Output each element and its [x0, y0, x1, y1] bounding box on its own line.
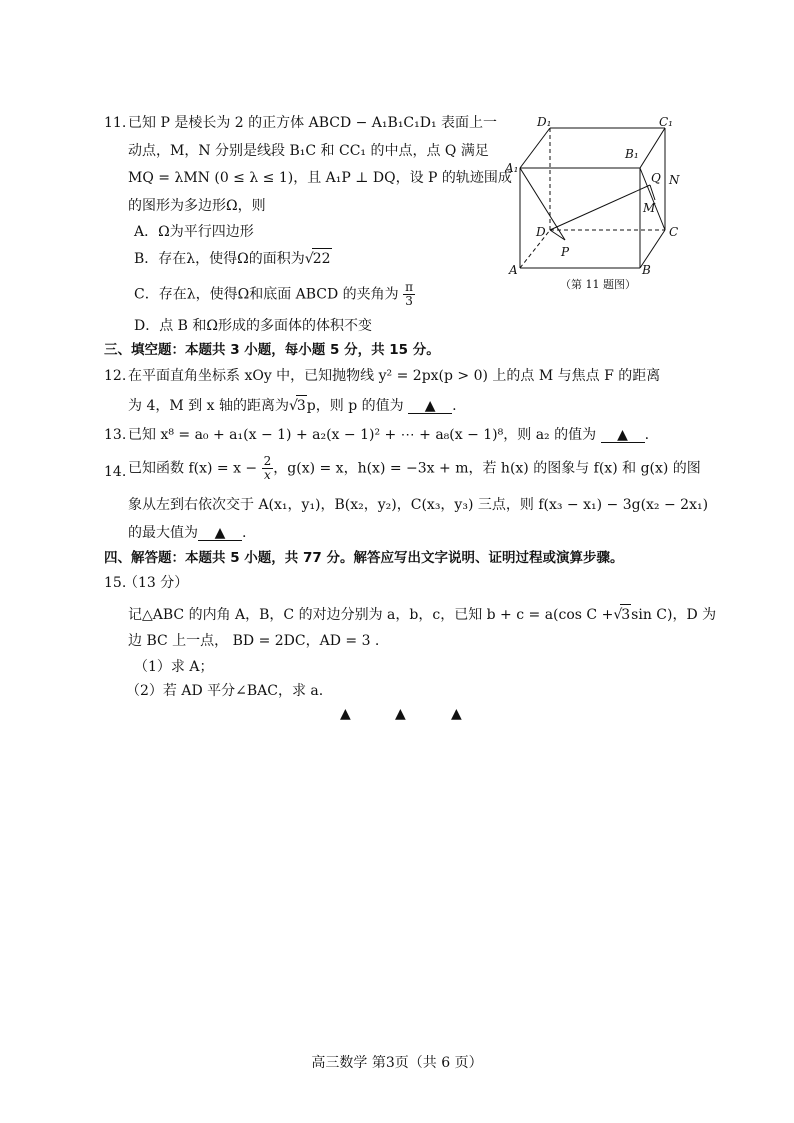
fraction-denominator: x	[264, 468, 271, 482]
q14-line2: 象从左到右依次交于 A(x₁，y₁)，B(x₂，y₂)，C(x₃，y₃) 三点，则 f(x₃ − x₁) − 3g(x₂ − 2x₁)	[128, 497, 709, 513]
label-m: M	[643, 201, 656, 215]
q14-line3-text: 的最大值为	[128, 525, 198, 541]
q14-line3	[128, 523, 246, 543]
q11-line4: 的图形为多边形Ω，则	[128, 198, 266, 214]
q15-part1: （1）求 A；	[134, 659, 214, 675]
q14-line1	[128, 455, 701, 482]
q15-line1-post: sin C)，D 为	[631, 607, 717, 623]
sqrt-sign: √	[304, 251, 314, 267]
label-b: B	[642, 263, 651, 277]
q13-answer-blank: ▲	[601, 428, 645, 443]
q12-number: 12.	[104, 368, 127, 384]
label-d1: D₁	[537, 115, 552, 129]
q12-radicand: 3	[296, 395, 307, 416]
q14-line1-pre: 已知函数 f(x) = x −	[128, 460, 258, 477]
q13-text: 已知 x⁸ = a₀ + a₁(x − 1) + a₂(x − 1)² + ⋯ + a₈(x − 1)⁸，则 a₂ 的值为	[128, 427, 597, 443]
two-over-x-fraction	[262, 455, 274, 482]
q14-answer-blank: ▲	[198, 526, 242, 541]
end-triangle-1: ▲	[340, 706, 351, 722]
q15-score: （13 分）	[124, 575, 189, 591]
q12-line1: 在平面直角坐标系 xOy 中，已知抛物线 y² = 2px(p > 0) 上的点 M 与焦点 F 的距离	[128, 368, 661, 384]
q12-period: .	[452, 398, 457, 414]
q13-number: 13.	[104, 427, 127, 443]
q12-line2-text: 为 4，M 到 x 轴的距离为	[128, 398, 289, 414]
q13-period: .	[644, 427, 650, 443]
fraction-numerator: 2	[263, 454, 272, 468]
sqrt-sign: √	[613, 607, 623, 623]
q12-answer-blank: ▲	[408, 399, 452, 414]
q15-radicand: 3	[620, 604, 631, 625]
q11-number: 11.	[104, 115, 127, 131]
label-d: D	[536, 225, 546, 239]
q15-line1-pre: 记△ABC 的内角 A，B，C 的对边分别为 a，b，c，已知 b + c = a(cos C +	[128, 607, 614, 623]
label-q: Q	[651, 171, 661, 185]
label-a: A	[509, 263, 518, 277]
q11-option-c-text: C．存在λ，使得Ω和底面 ABCD 的夹角为	[134, 286, 399, 303]
page-footer: 高三数学 第3页（共 6 页）	[311, 1055, 483, 1071]
q11-option-c	[134, 281, 415, 308]
label-n: N	[669, 173, 680, 187]
q14-number: 14.	[104, 464, 127, 480]
q12-line2-post: p，则 p 的值为	[306, 398, 404, 414]
q15-part2: （2）若 AD 平分∠BAC，求 a.	[126, 683, 324, 699]
q11-line2: 动点，M，N 分别是线段 B₁C 和 CC₁ 的中点，点 Q 满足	[128, 143, 489, 159]
section-3-heading: 三、填空题：本题共 3 小题，每小题 5 分，共 15 分。	[104, 342, 440, 358]
q11-line3: MQ = λMN (0 ≤ λ ≤ 1)，且 A₁P ⊥ DQ，设 P 的轨迹围成	[128, 170, 512, 186]
figure-caption: （第 11 题图）	[560, 278, 636, 291]
label-p: P	[561, 245, 570, 259]
end-triangle-3: ▲	[451, 706, 462, 722]
q15-number: 15.	[104, 575, 127, 591]
label-b1: B₁	[625, 147, 639, 161]
label-a1: A₁	[505, 161, 519, 175]
pi-over-3-fraction	[403, 281, 415, 308]
q15-line1	[128, 604, 716, 625]
label-c: C	[669, 225, 679, 239]
sqrt-sign: √	[288, 398, 298, 414]
cube-figure	[505, 112, 685, 302]
q11-option-b-radicand: 22	[312, 248, 332, 269]
q15-line2: 边 BC 上一点， BD = 2DC，AD = 3 .	[128, 633, 380, 649]
q11-option-b	[134, 248, 332, 269]
q11-option-d: D．点 B 和Ω形成的多面体的体积不变	[134, 318, 373, 334]
q11-option-a: A．Ω为平行四边形	[134, 224, 254, 240]
q11-line1: 已知 P 是棱长为 2 的正方体 ABCD − A₁B₁C₁D₁ 表面上一	[128, 115, 498, 131]
q14-line1-post: ，g(x) = x，h(x) = −3x + m，若 h(x) 的图象与 f(x) 和 g(x) 的图	[273, 460, 701, 477]
section-4-heading: 四、解答题：本题共 5 小题，共 77 分。解答应写出文字说明、证明过程或演算步骤。	[104, 550, 624, 566]
label-c1: C₁	[659, 115, 673, 129]
q11-option-b-text: B．存在λ，使得Ω的面积为	[134, 251, 305, 267]
q14-period: .	[242, 525, 247, 541]
q13-line1	[128, 425, 649, 445]
fraction-denominator: 3	[405, 294, 413, 308]
end-triangle-2: ▲	[395, 706, 406, 722]
fraction-numerator: π	[405, 280, 414, 294]
q12-line2	[128, 395, 457, 416]
